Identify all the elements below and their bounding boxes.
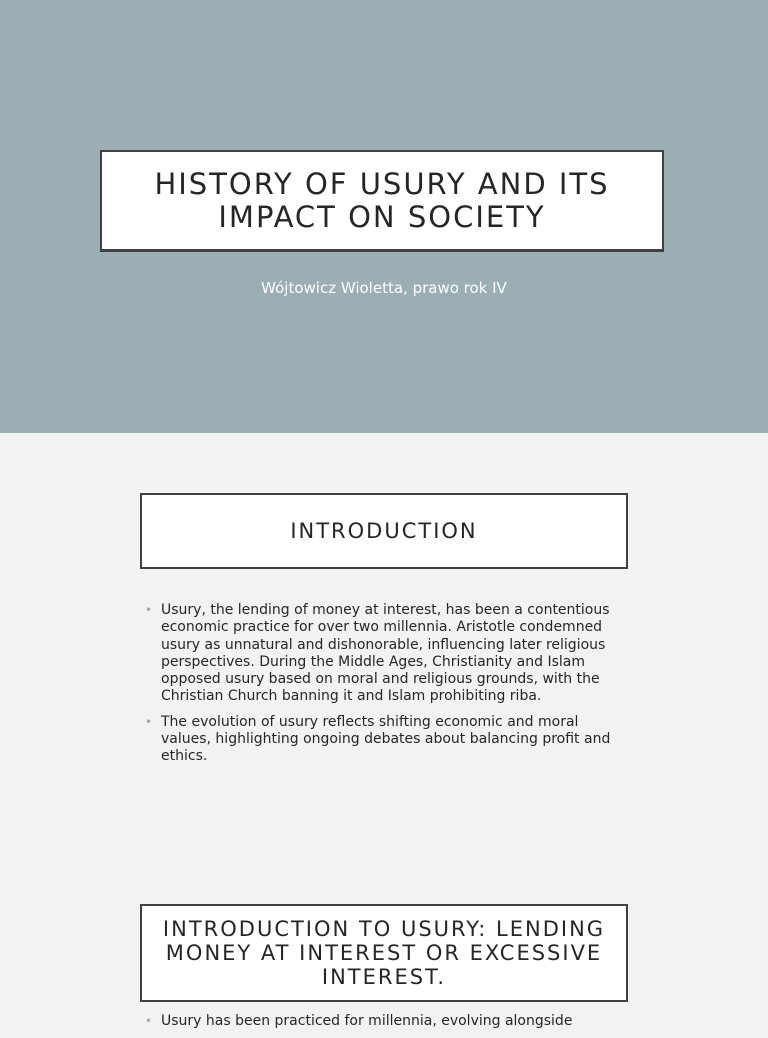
list-item [145,1013,625,1030]
introduction-heading: INTRODUCTION [290,519,478,543]
bullet-icon: • [145,714,153,729]
title-slide [0,0,768,433]
list-item [145,714,625,766]
bullet-text: Usury has been practiced for millennia, evolving alongside [161,1013,573,1029]
list-item [145,602,625,706]
introduction-heading-box [140,493,628,569]
bullet-icon: • [145,603,153,617]
presentation-title: HISTORY OF USURY AND ITS IMPACT ON SOCIETY [154,166,610,234]
bullet-text: Usury, the lending of money at interest, has been a contentious economic practice for over two millennia. Aristotle condemned usury as unnatural and dishonorable, influencing later religious perspectives. During the Middle Ages, Christianity and Islam opposed usury based on moral and religious grounds, with the Christian Church banning it and Islam prohibiting riba. [161,602,610,705]
title-box [100,150,664,252]
usury-heading-box [140,904,628,1002]
introduction-bullet-list [145,602,625,774]
bullet-icon: • [145,1014,153,1028]
presentation-subtitle: Wójtowicz Wioletta, prawo rok IV [261,279,507,297]
usury-heading: INTRODUCTION TO USURY: LENDING MONEY AT INTEREST OR EXCESSIVE INTEREST. [162,917,606,989]
bullet-text: The evolution of usury reflects shifting economic and moral values, highlighting ongoing debates about balancing profit and ethics. [161,713,611,765]
usury-bullet-list [145,1013,625,1038]
